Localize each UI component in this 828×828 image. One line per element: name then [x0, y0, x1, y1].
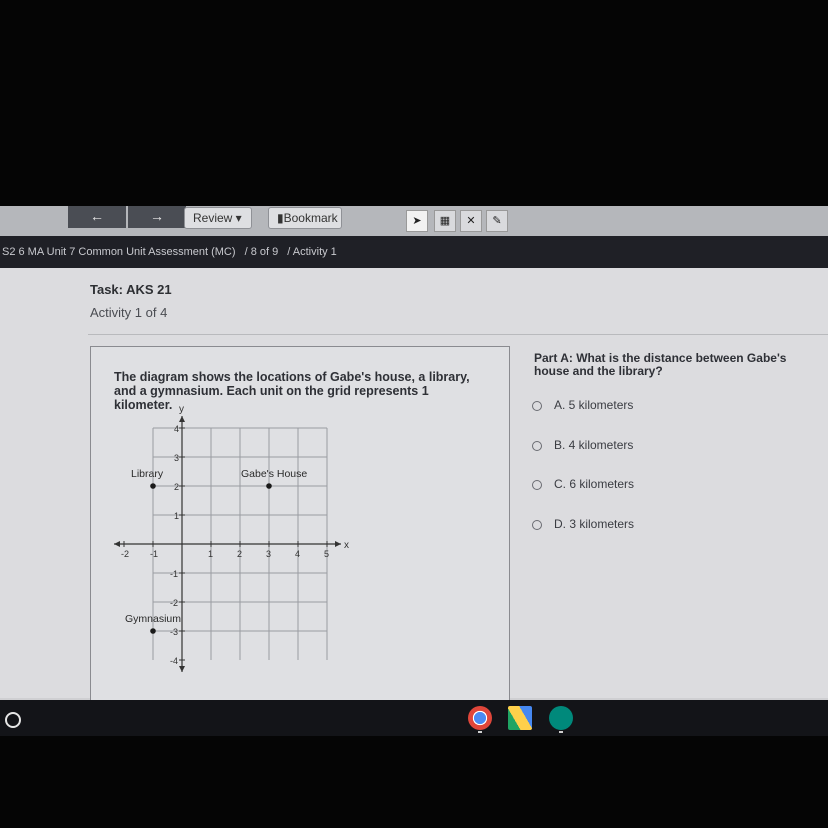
y-tick-label: -4: [170, 656, 179, 666]
screen: [0, 206, 828, 736]
x-axis-arrow: [335, 541, 341, 547]
radio-icon[interactable]: [532, 401, 542, 411]
bookmark-label: Bookmark: [283, 211, 338, 225]
calculator-icon: ▦: [439, 215, 451, 227]
data-point: [150, 483, 156, 489]
x-axis-arrow: [114, 541, 120, 547]
x-tick-label: -1: [150, 549, 159, 559]
y-axis-arrow: [179, 416, 185, 422]
x-tick-label: 4: [295, 549, 301, 559]
choice-c-label: C. 6 kilometers: [554, 477, 635, 491]
divider: [88, 334, 828, 335]
task-title: Task: AKS 21: [90, 282, 172, 297]
calculator-tool[interactable]: [434, 210, 456, 232]
toolbar: [0, 206, 828, 236]
choice-d-label: D. 3 kilometers: [554, 517, 635, 531]
running-indicator: [559, 731, 563, 733]
bookmark-button[interactable]: [268, 207, 342, 229]
radio-icon[interactable]: [532, 520, 542, 530]
y-tick-label: -2: [170, 598, 179, 608]
pointer-tool[interactable]: [406, 210, 428, 232]
choice-a-label: A. 5 kilometers: [554, 398, 634, 412]
point-label: Gymnasium: [125, 613, 182, 625]
pointer-icon: ➤: [412, 215, 422, 227]
activity-counter: Activity 1 of 4: [90, 305, 168, 320]
chrome-icon[interactable]: [468, 706, 492, 730]
choice-d[interactable]: [532, 517, 634, 531]
breadcrumb-course[interactable]: S2 6 MA Unit 7 Common Unit Assessment (MC): [2, 246, 236, 258]
y-tick-label: 1: [174, 511, 180, 521]
drive-icon[interactable]: [508, 706, 532, 730]
part-a-question: Part A: What is the distance between Gabe's house and the library?: [534, 351, 787, 378]
coordinate-grid: [108, 404, 358, 666]
taskbar: [0, 700, 828, 736]
x-axis-label: x: [344, 540, 349, 551]
notes-icon: ✎: [492, 215, 502, 227]
point-label: Gabe's House: [241, 468, 308, 480]
question-prompt: The diagram shows the locations of Gabe's house, a library, and a gymnasium. Each unit on the grid represents 1 kilometer.: [114, 370, 470, 412]
eliminate-tool[interactable]: [460, 210, 482, 232]
review-dropdown[interactable]: [184, 207, 252, 229]
y-tick-label: 2: [174, 482, 180, 492]
content-area: [0, 268, 828, 698]
back-button[interactable]: [68, 206, 126, 228]
close-icon: ✕: [466, 215, 476, 227]
launcher-icon[interactable]: [5, 712, 21, 728]
meet-icon[interactable]: [549, 706, 573, 730]
y-tick-label: -1: [170, 569, 179, 579]
choice-b-label: B. 4 kilometers: [554, 438, 634, 452]
notes-tool[interactable]: [486, 210, 508, 232]
breadcrumb-position: / 8 of 9: [244, 246, 279, 258]
forward-button[interactable]: [128, 206, 186, 228]
data-point: [150, 628, 156, 634]
choice-a[interactable]: [532, 398, 633, 412]
x-tick-label: 1: [208, 549, 214, 559]
data-point: [266, 483, 272, 489]
forward-arrow-icon: →: [150, 208, 164, 224]
x-tick-label: 3: [266, 549, 272, 559]
breadcrumb-activity: / Activity 1: [287, 246, 337, 258]
x-tick-label: 2: [237, 549, 243, 559]
breadcrumb: [0, 236, 828, 268]
review-label: Review ▾: [193, 211, 242, 225]
radio-icon[interactable]: [532, 480, 542, 490]
radio-icon[interactable]: [532, 441, 542, 451]
choice-c[interactable]: [532, 477, 634, 491]
x-tick-label: -2: [121, 549, 130, 559]
y-axis-label: y: [179, 404, 184, 415]
y-tick-label: 4: [174, 424, 180, 434]
y-tick-label: -3: [170, 627, 179, 637]
x-tick-label: 5: [324, 549, 330, 559]
running-indicator: [478, 731, 482, 733]
back-arrow-icon: ←: [90, 208, 104, 224]
bookmark-icon: ▮: [277, 211, 284, 225]
choice-b[interactable]: [532, 438, 633, 452]
point-label: Library: [131, 468, 164, 480]
y-tick-label: 3: [174, 453, 180, 463]
